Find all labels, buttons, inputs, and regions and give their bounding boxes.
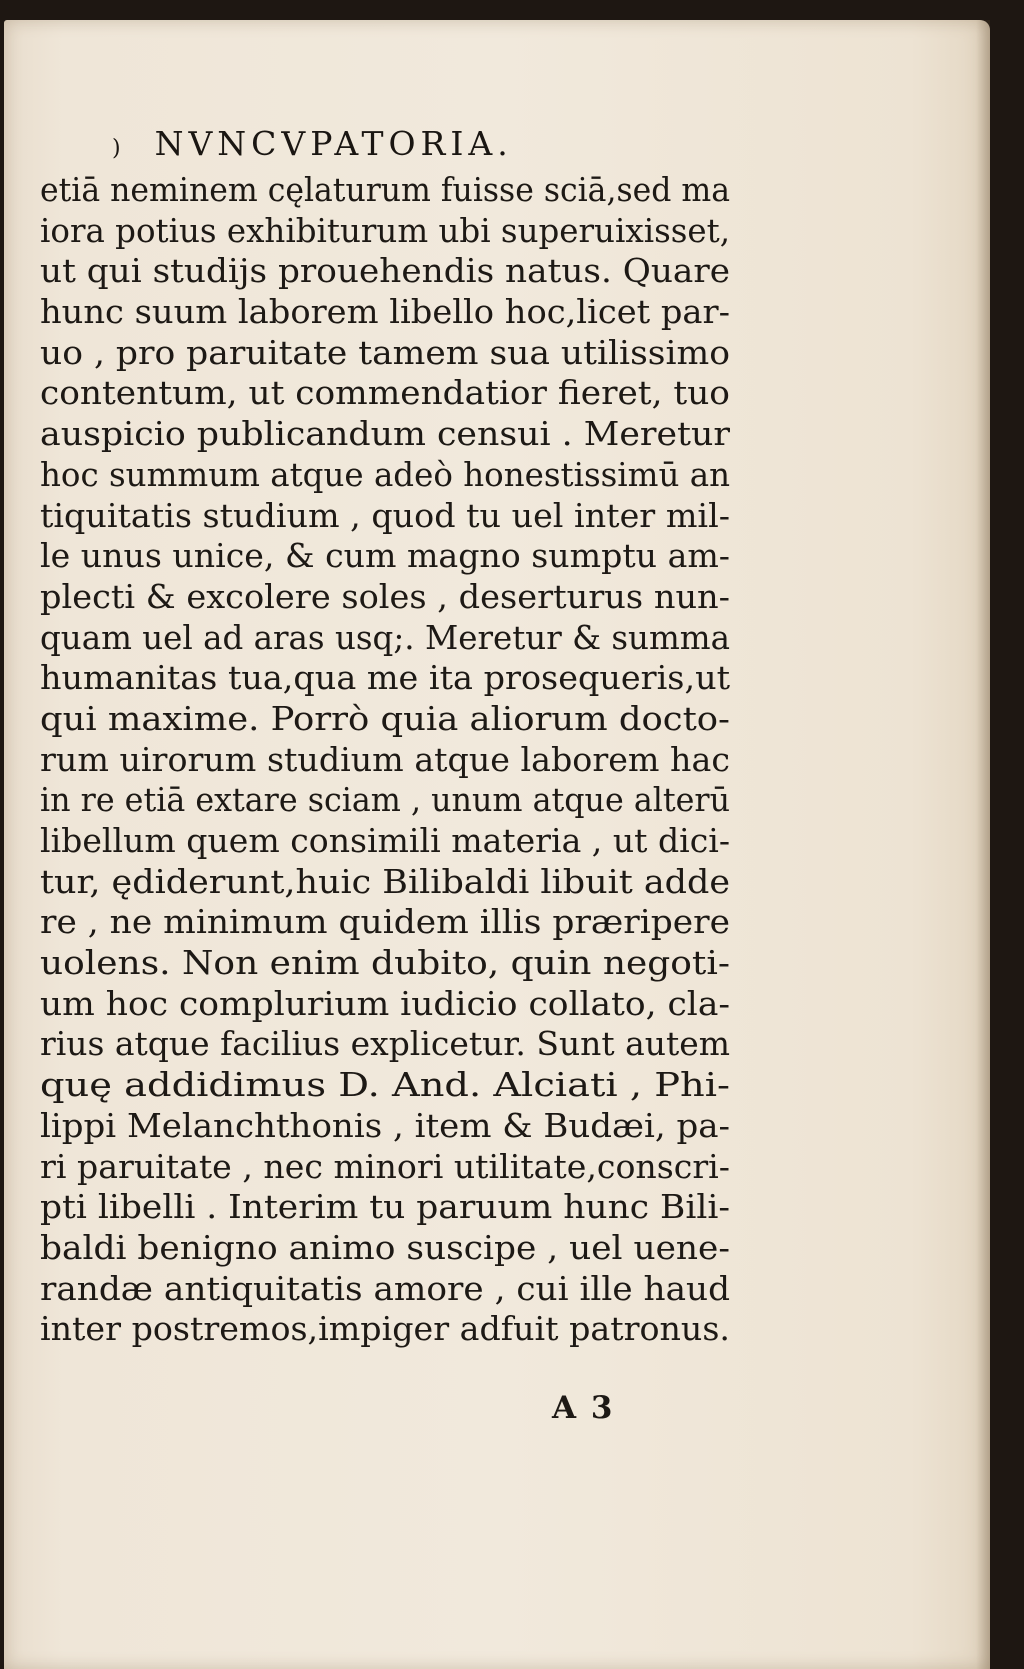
text-line: in re etiā extare sciam , unum atque alterū	[40, 780, 731, 820]
text-line: le unus unice, & cum magno sumptu am-	[40, 536, 730, 576]
text-line: rum uirorum studium atque laborem hac	[40, 739, 730, 779]
text-line: re , ne minimum quidem illis præripere	[40, 902, 731, 942]
signature-mark: A 3	[552, 1390, 615, 1426]
book-page	[4, 20, 990, 1669]
text-line: lippi Melanchthonis , item & Budæi, pa-	[40, 1105, 731, 1145]
text-line: plecti & excolere soles , deserturus nun-	[40, 576, 731, 616]
text-line: auspicio publicandum censui . Meretur	[40, 414, 730, 454]
text-line: ut qui studijs prouehendis natus. Quare	[40, 251, 730, 291]
text-line: etiā neminem cęlaturum fuisse sciā,sed ma	[40, 170, 731, 209]
text-line: uo , pro paruitate tamem sua utilissimo	[40, 332, 731, 372]
text-line: humanitas tua,qua me ita prosequeris,ut	[40, 658, 731, 698]
text-line: hunc suum laborem libello hoc,licet par-	[40, 292, 730, 332]
body-text	[40, 170, 740, 1350]
header-mark: )	[112, 136, 121, 161]
text-line: pti libelli . Interim tu paruum hunc Bili-	[40, 1187, 731, 1227]
text-line: ri paruitate , nec minori utilitate,conscri-	[40, 1146, 731, 1186]
text-line: contentum, ut commendatior fieret, tuo	[40, 373, 730, 413]
text-line: randæ antiquitatis amore , cui ille haud	[40, 1268, 731, 1308]
text-line: iora potius exhibiturum ubi superuixisset,	[40, 210, 731, 250]
text-line: quę addidimus D. And. Alciati , Phi-	[40, 1065, 730, 1105]
running-header	[112, 124, 612, 163]
text-line: inter postremos,impiger adfuit patronus.	[40, 1309, 731, 1349]
text-line: quam uel ad aras usq;. Meretur & summa	[40, 617, 730, 657]
text-line: tiquitatis studium , quod tu uel inter mil-	[40, 495, 731, 535]
text-line: libellum quem consimili materia , ut dici-	[40, 821, 731, 860]
text-line: tur, ędiderunt,huic Bilibaldi libuit adde	[40, 861, 731, 901]
text-line: qui maxime. Porrò quia aliorum docto-	[40, 698, 730, 738]
text-line: rius atque facilius explicetur. Sunt autem	[40, 1024, 731, 1064]
text-line: uolens. Non enim dubito, quin negoti-	[40, 943, 731, 983]
text-line: baldi benigno animo suscipe , uel uene-	[40, 1227, 730, 1267]
header-title: NVNCVPATORIA.	[154, 124, 513, 163]
text-line: hoc summum atque adeò honestissimū an	[40, 454, 731, 494]
text-line: um hoc complurium iudicio collato, cla-	[40, 983, 731, 1023]
